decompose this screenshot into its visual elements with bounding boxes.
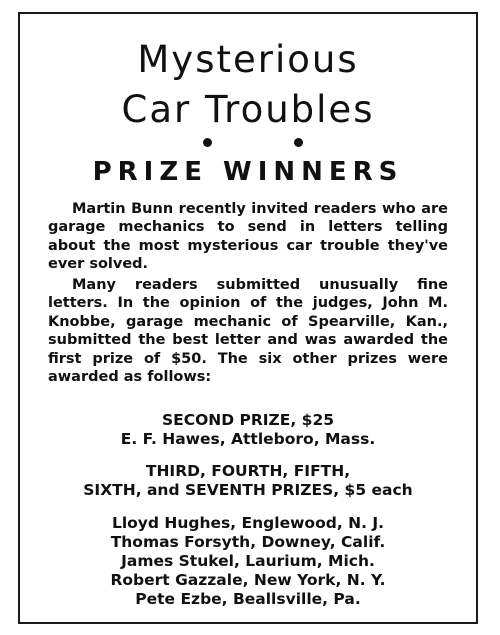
winner-list-item: Thomas Forsyth, Downey, Calif. xyxy=(110,533,386,551)
subtitle: PRIZE WINNERS xyxy=(92,157,404,187)
bullet-dot xyxy=(294,138,303,147)
other-prizes-heading-line-2: SIXTH, and SEVENTH PRIZES, $5 each xyxy=(83,481,413,499)
winner-list-item: Robert Gazzale, New York, N. Y. xyxy=(110,571,386,589)
winner-list-item: James Stukel, Laurium, Mich. xyxy=(121,552,375,570)
headline-line-2: Car Troubles xyxy=(121,88,375,131)
article-box xyxy=(18,12,478,624)
dot-divider xyxy=(20,138,476,150)
details-paragraph: Many readers submitted unusually fine letters. In the opinion of the judges, John M. Knobbe, garage mechanic of Spearville, Kan., submitted the best letter and was awarded the first prize of $50. The six other prizes were awarded as follows: xyxy=(48,277,448,386)
winner-list-item: Lloyd Hughes, Englewood, N. J. xyxy=(111,514,385,532)
headline-line-1: Mysterious xyxy=(137,38,359,81)
other-prizes-heading-line-1: THIRD, FOURTH, FIFTH, xyxy=(145,462,351,480)
winner-list-item: Pete Ezbe, Beallsville, Pa. xyxy=(135,590,361,608)
intro-paragraph: Martin Bunn recently invited readers who are garage mechanics to send in letters telling about the most mysterious car trouble they've ever solved. xyxy=(48,201,448,273)
bullet-dot xyxy=(203,138,212,147)
second-prize-heading: SECOND PRIZE, $25 xyxy=(161,411,335,429)
second-prize-winner: E. F. Hawes, Attleboro, Mass. xyxy=(120,430,376,448)
